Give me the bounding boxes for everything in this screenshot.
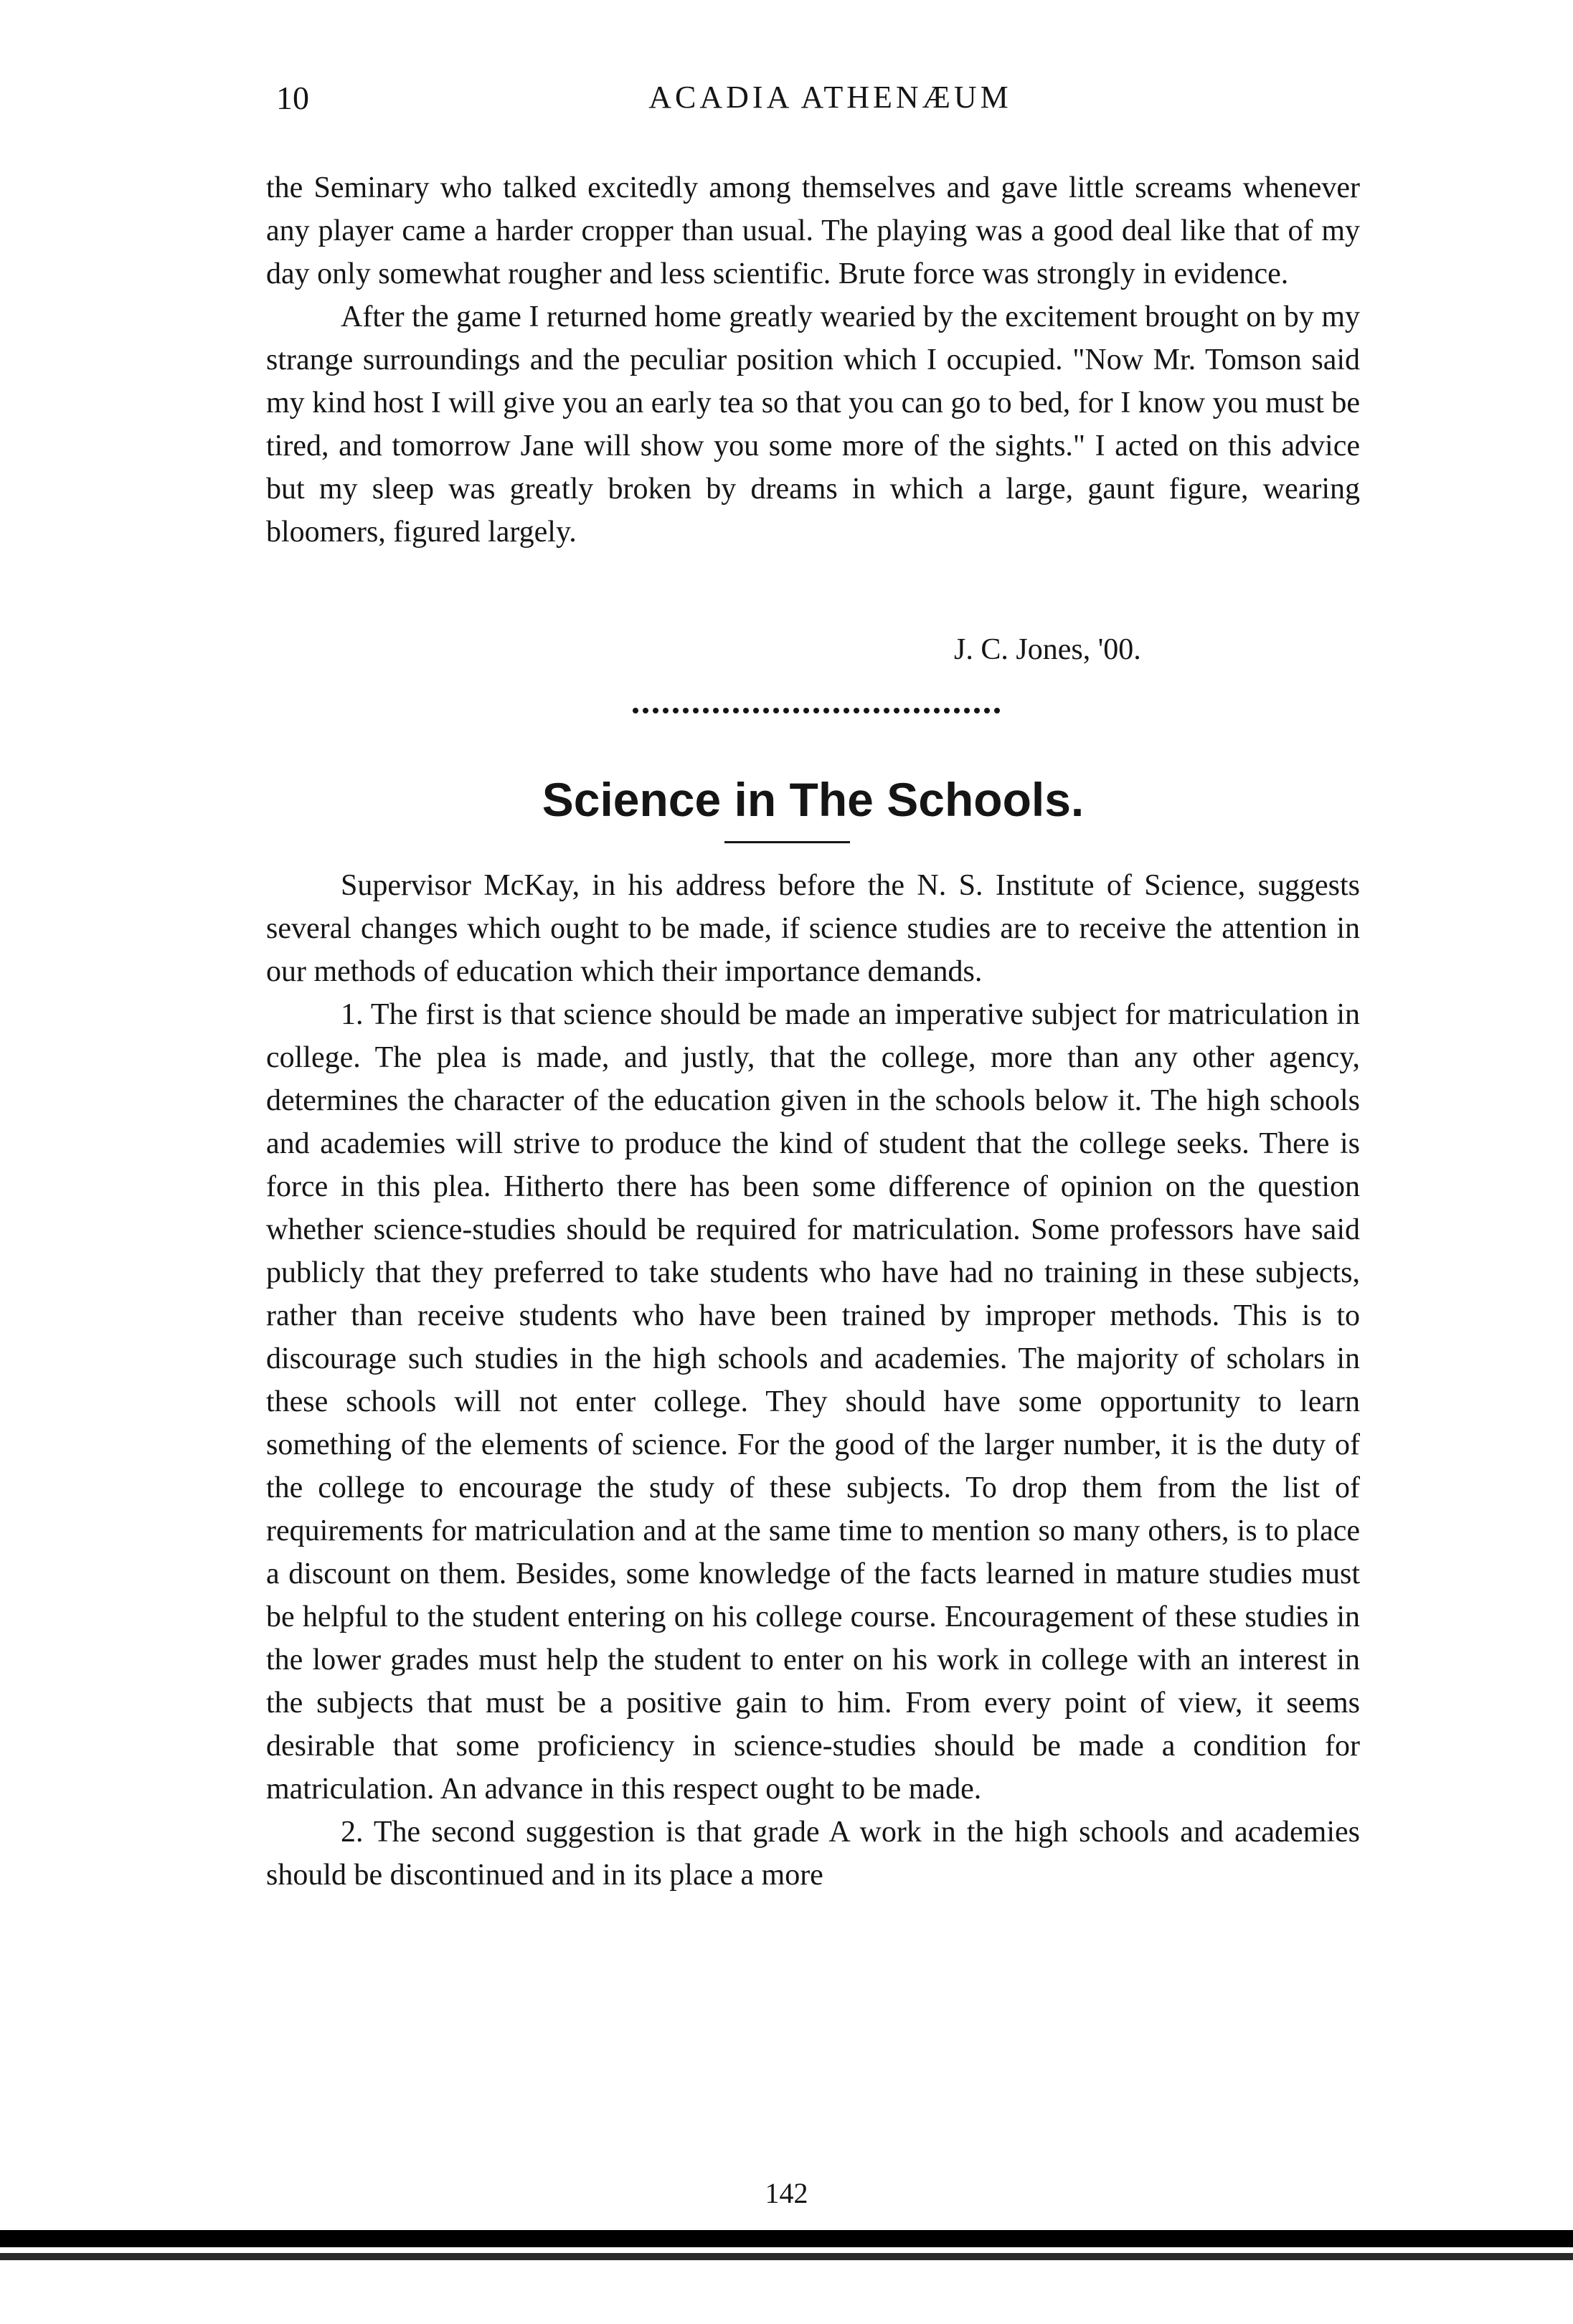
scan-edge-band [0, 2253, 1573, 2260]
paragraph: 2. The second suggestion is that grade A work in the high schools and academies should be discontinued and in its place a more [266, 1816, 1360, 1892]
scan-edge-band [0, 2230, 1573, 2247]
page-number: 10 [276, 80, 309, 116]
continued-article-text [266, 166, 1360, 554]
title-rule [724, 841, 850, 843]
folio-number: 142 [765, 2177, 808, 2209]
article-body [266, 864, 1360, 1897]
article-title: Science in The Schools. [542, 773, 1085, 826]
author-signature: J. C. Jones, '00. [954, 633, 1141, 666]
paragraph: Supervisor McKay, in his address before the N. S. Institute of Science, suggests several changes which ought to be made, if science studies are to receive the attention in our methods of education which their importance demands. [266, 869, 1360, 988]
paragraph: the Seminary who talked excitedly among themselves and gave little screams whenever any player came a harder cropper than usual. The playing was a good deal like that of my day only somewhat rougher and less scientific. Brute force was strongly in evidence. [266, 171, 1360, 290]
paragraph: After the game I returned home greatly wearied by the excitement brought on by my strange surroundings and the peculiar position which I occupied. "Now Mr. Tomson said my kind host I will give you an early tea so that you can go to bed, for I know you must be tired, and tomorrow Jane will show you some more of the sights." I acted on this advice but my sleep was greatly broken by dreams in which a large, gaunt figure, wearing bloomers, figured largely. [266, 300, 1360, 549]
running-title: ACADIA ATHENÆUM [648, 80, 1012, 115]
paragraph: 1. The first is that science should be made an imperative subject for matriculation in college. The plea is made, and justly, that the college, more than any other agency, determines the character of the education given in the schools below it. The high schools and academies will strive to produce the kind of student that the college seeks. There is force in this plea. Hitherto there has been some difference of opinion on the question whether science-studies should be required for matriculation. Some professors have said publicly that they preferred to take students who have had no training in these subjects, rather than receive students who have been trained by improper methods. This is to discourage such studies in the high schools and academies. The majority of scholars in these schools will not enter college. They should have some opportunity to learn something of the elements of science. For the good of the larger number, it is the duty of the college to encourage the study of these subjects. To drop them from the list of requirements for matriculation and at the same time to mention so many others, is to place a discount on them. Besides, some knowledge of the facts learned in mature studies must be helpful to the student entering on his college course. Encouragement of these studies in the lower grades must help the student to enter on his work in college with an interest in the subjects that must be a positive gain to him. From every point of view, it seems desirable that some proficiency in science-studies should be made a condition for matriculation. An advance in this respect ought to be made. [266, 998, 1360, 1806]
ornamental-divider [631, 704, 1004, 717]
page-header [276, 79, 1384, 136]
